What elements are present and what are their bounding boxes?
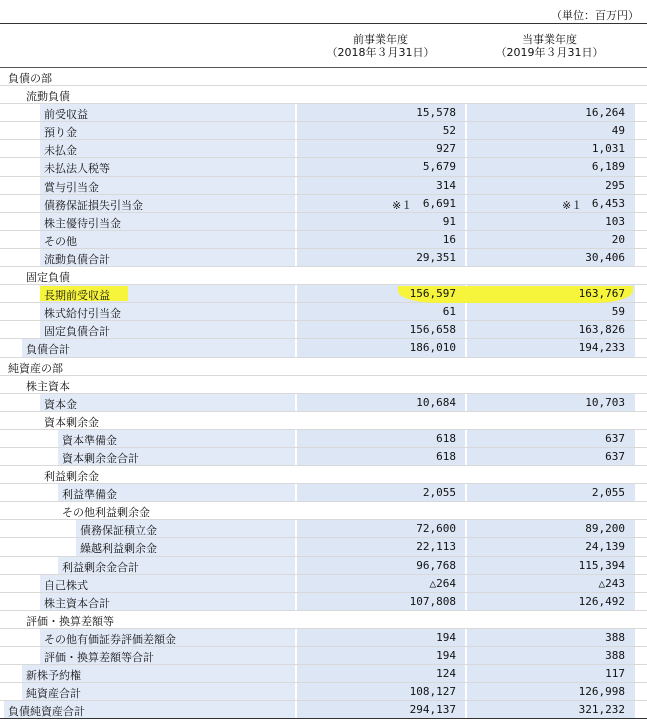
current-year-value: 89,200: [585, 522, 625, 536]
row-label: 未払金: [44, 144, 77, 158]
column-header-current-year: [467, 33, 632, 59]
row-label: 賞与引当金: [44, 180, 99, 194]
prior-year-value: 61: [442, 305, 456, 319]
prior-year-value: 156,597: [409, 287, 456, 301]
prior-year-value: 294,137: [409, 703, 456, 717]
row-label: 預り金: [44, 126, 77, 140]
current-year-value: 20: [611, 232, 625, 246]
current-year-value: 115,394: [578, 558, 625, 572]
prior-year-value: 314: [436, 178, 456, 192]
table-row: [0, 321, 647, 339]
row-label: 繰越利益剰余金: [80, 542, 157, 556]
table-row: [0, 285, 647, 303]
current-year-value: 2,055: [591, 486, 625, 500]
row-label: 評価・換算差額等: [26, 614, 114, 628]
table-row: [0, 86, 647, 104]
current-year-value: 6,189: [591, 160, 625, 174]
table-row: [0, 249, 647, 267]
table-row: [0, 177, 647, 195]
prior-year-value: 96,768: [416, 558, 456, 572]
row-label: 新株予約権: [26, 669, 81, 683]
row-label: 固定負債: [26, 271, 70, 285]
cell-shading: [40, 122, 295, 139]
table-row: [0, 448, 647, 466]
prior-year-value: 10,684: [416, 395, 456, 409]
row-label: 利益剰余金合計: [62, 560, 139, 574]
current-year-value: 1,031: [591, 142, 625, 156]
row-label: 資本剰余金: [44, 415, 99, 429]
table-row: [0, 267, 647, 285]
table-row: [0, 158, 647, 176]
table-row: [0, 231, 647, 249]
table-row: [0, 665, 647, 683]
current-year-value: 637: [605, 449, 625, 463]
table-row: [0, 611, 647, 629]
row-label: 固定負債合計: [44, 325, 110, 339]
row-label: 債務保証積立金: [80, 524, 157, 538]
current-year-value: 163,767: [578, 287, 625, 301]
row-label: 評価・換算差額等合計: [44, 651, 154, 664]
table-row: [0, 213, 647, 231]
prior-year-value: 29,351: [416, 250, 456, 264]
table-row: [0, 412, 647, 430]
prior-year-value: △264: [429, 576, 456, 590]
table-row: [0, 502, 647, 520]
prior-year-value: 5,679: [422, 160, 456, 174]
prior-year-value: 2,055: [422, 486, 456, 500]
row-label: 利益剰余金: [44, 470, 99, 484]
column-header-prior-year: [298, 33, 463, 59]
prior-year-value: 108,127: [409, 685, 456, 699]
row-label: 流動負債: [26, 90, 70, 104]
cell-shading: [40, 140, 295, 157]
row-label: 自己株式: [44, 578, 88, 592]
table-row: [0, 629, 647, 647]
table-row: [0, 430, 647, 448]
row-label: 利益準備金: [62, 488, 117, 502]
current-year-value: 388: [605, 630, 625, 644]
current-year-value: 6,453: [591, 196, 625, 210]
prior-year-value: 91: [442, 214, 456, 228]
table-row: [0, 701, 647, 719]
row-label: 株主優待引当金: [44, 216, 121, 230]
current-year-value: 194,233: [578, 341, 625, 355]
row-label: 資本準備金: [62, 433, 117, 447]
table-row: [0, 122, 647, 140]
prior-year-value: 22,113: [416, 540, 456, 554]
column-header-current-year-title: 当事業年度: [522, 33, 577, 46]
table-row: [0, 68, 647, 86]
cell-shading: [40, 394, 295, 411]
prior-year-value: 15,578: [416, 106, 456, 120]
row-label: 株式給付引当金: [44, 307, 121, 321]
column-header-prior-year-date: （2018年３月31日）: [326, 46, 435, 59]
row-label: 前受収益: [44, 108, 88, 122]
table-row: [0, 376, 647, 394]
table-row: [0, 303, 647, 321]
table-row: [0, 647, 647, 665]
current-year-value: 295: [605, 178, 625, 192]
table-row: [0, 520, 647, 538]
cell-shading: [40, 231, 295, 248]
table-row: [0, 339, 647, 357]
row-label: その他有価証券評価差額金: [44, 632, 176, 646]
table-row: [0, 394, 647, 412]
row-label: 純資産の部: [8, 361, 63, 375]
prior-year-value: 194: [436, 649, 456, 662]
note-reference: ※１: [392, 198, 413, 212]
table-row: [0, 683, 647, 701]
row-label: 純資産合計: [26, 687, 81, 701]
prior-year-value: 186,010: [409, 341, 456, 355]
prior-year-value: 107,808: [409, 594, 456, 608]
table-row: [0, 140, 647, 158]
row-label: 流動負債合計: [44, 252, 110, 266]
prior-year-value: 927: [436, 142, 456, 156]
prior-year-value: 618: [436, 449, 456, 463]
current-year-value: 30,406: [585, 250, 625, 264]
note-reference: ※１: [562, 198, 583, 212]
row-label: その他利益剰余金: [62, 506, 150, 520]
current-year-value: 126,492: [578, 594, 625, 608]
table-row: [0, 195, 647, 213]
row-label: 負債純資産合計: [8, 705, 85, 719]
current-year-value: 49: [611, 124, 625, 138]
table-row: [0, 104, 647, 122]
table-row: [0, 484, 647, 502]
prior-year-value: 52: [442, 124, 456, 138]
row-label: 負債の部: [8, 72, 52, 85]
table-row: [0, 466, 647, 484]
row-label: 負債合計: [26, 343, 70, 357]
prior-year-value: 124: [436, 667, 456, 681]
table-row: [0, 538, 647, 556]
current-year-value: 10,703: [585, 395, 625, 409]
table-row: [0, 557, 647, 575]
row-label: 債務保証損失引当金: [44, 198, 143, 212]
row-label: 株主資本合計: [44, 596, 110, 610]
current-year-value: 103: [605, 214, 625, 228]
row-label: 未払法人税等: [44, 162, 110, 176]
row-label: 資本剰余金合計: [62, 451, 139, 465]
balance-sheet-table: [0, 68, 647, 719]
prior-year-value: 72,600: [416, 522, 456, 536]
table-row: [0, 358, 647, 376]
current-year-value: 126,998: [578, 685, 625, 699]
table-row: [0, 593, 647, 611]
prior-year-value: 618: [436, 431, 456, 445]
unit-label: （単位：百万円）: [551, 9, 639, 22]
current-year-value: 59: [611, 305, 625, 319]
current-year-value: 321,232: [578, 703, 625, 717]
prior-year-value: 16: [442, 232, 456, 246]
current-year-value: 163,826: [578, 323, 625, 337]
column-header-current-year-date: （2019年３月31日）: [495, 46, 604, 59]
current-year-value: 16,264: [585, 106, 625, 120]
current-year-value: △243: [598, 576, 625, 590]
row-label: 株主資本: [26, 379, 70, 393]
prior-year-value: 156,658: [409, 323, 456, 337]
current-year-value: 24,139: [585, 540, 625, 554]
current-year-value: 637: [605, 431, 625, 445]
row-label: その他: [44, 234, 77, 248]
current-year-value: 388: [605, 649, 625, 662]
table-row: [0, 575, 647, 593]
column-header-prior-year-title: 前事業年度: [353, 33, 408, 46]
current-year-value: 117: [605, 667, 625, 681]
row-label: 長期前受収益: [44, 289, 110, 303]
prior-year-value: 6,691: [422, 196, 456, 210]
top-rule: [0, 23, 647, 24]
row-label: 資本金: [44, 397, 77, 411]
prior-year-value: 194: [436, 630, 456, 644]
